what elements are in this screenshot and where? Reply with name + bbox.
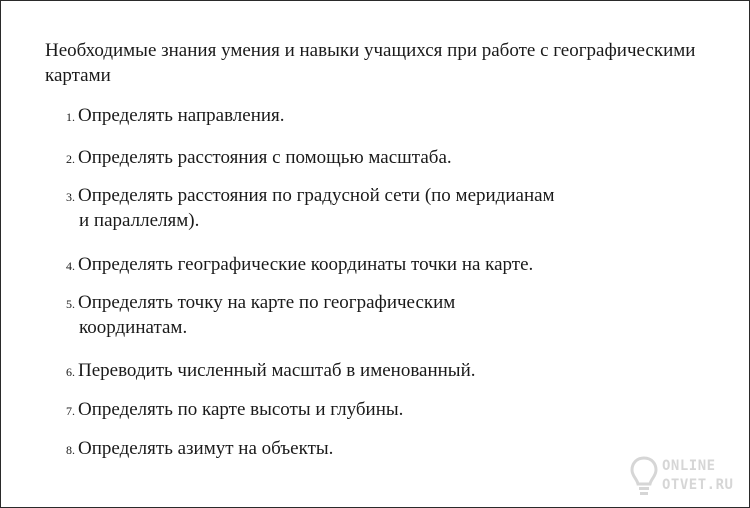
item-text: Определять расстояния с помощью масштаба. (78, 147, 452, 168)
slide-heading: Необходимые знания умения и навыки учащихся при работе с географическими картами (45, 40, 696, 86)
item-text: Определять направления. (78, 105, 285, 126)
list-item (66, 398, 706, 423)
item-number: 5. (66, 297, 75, 311)
item-text-continuation: координатам. (79, 317, 188, 338)
item-number: 1. (66, 110, 75, 124)
watermark-line1: ONLINE (662, 458, 716, 474)
item-text: Переводить численный масштаб в именованный. (78, 360, 476, 381)
item-text-continuation: и параллелям). (79, 210, 200, 231)
list-item (66, 184, 706, 233)
list-item (66, 104, 706, 129)
item-text: Определять по карте высоты и глубины. (78, 399, 404, 420)
lightbulb-icon (630, 455, 658, 499)
item-text: Определять расстояния по градусной сети (по меридианам (78, 185, 555, 206)
item-number: 2. (66, 152, 75, 166)
item-number: 3. (66, 190, 75, 204)
item-number: 7. (66, 404, 75, 418)
list-item (66, 146, 706, 171)
item-text: Определять азимут на объекты. (78, 438, 334, 459)
item-number: 8. (66, 443, 75, 457)
item-number: 6. (66, 365, 75, 379)
item-number: 4. (66, 259, 75, 273)
list-item (66, 437, 706, 462)
item-text: Определять географические координаты точки на карте. (78, 254, 534, 275)
list-item (66, 291, 706, 340)
item-text: Определять точку на карте по географическим (78, 292, 456, 313)
watermark (630, 454, 740, 500)
list-item (66, 253, 706, 278)
watermark-line2: OTVET.RU (662, 477, 734, 493)
list-item (66, 359, 706, 384)
